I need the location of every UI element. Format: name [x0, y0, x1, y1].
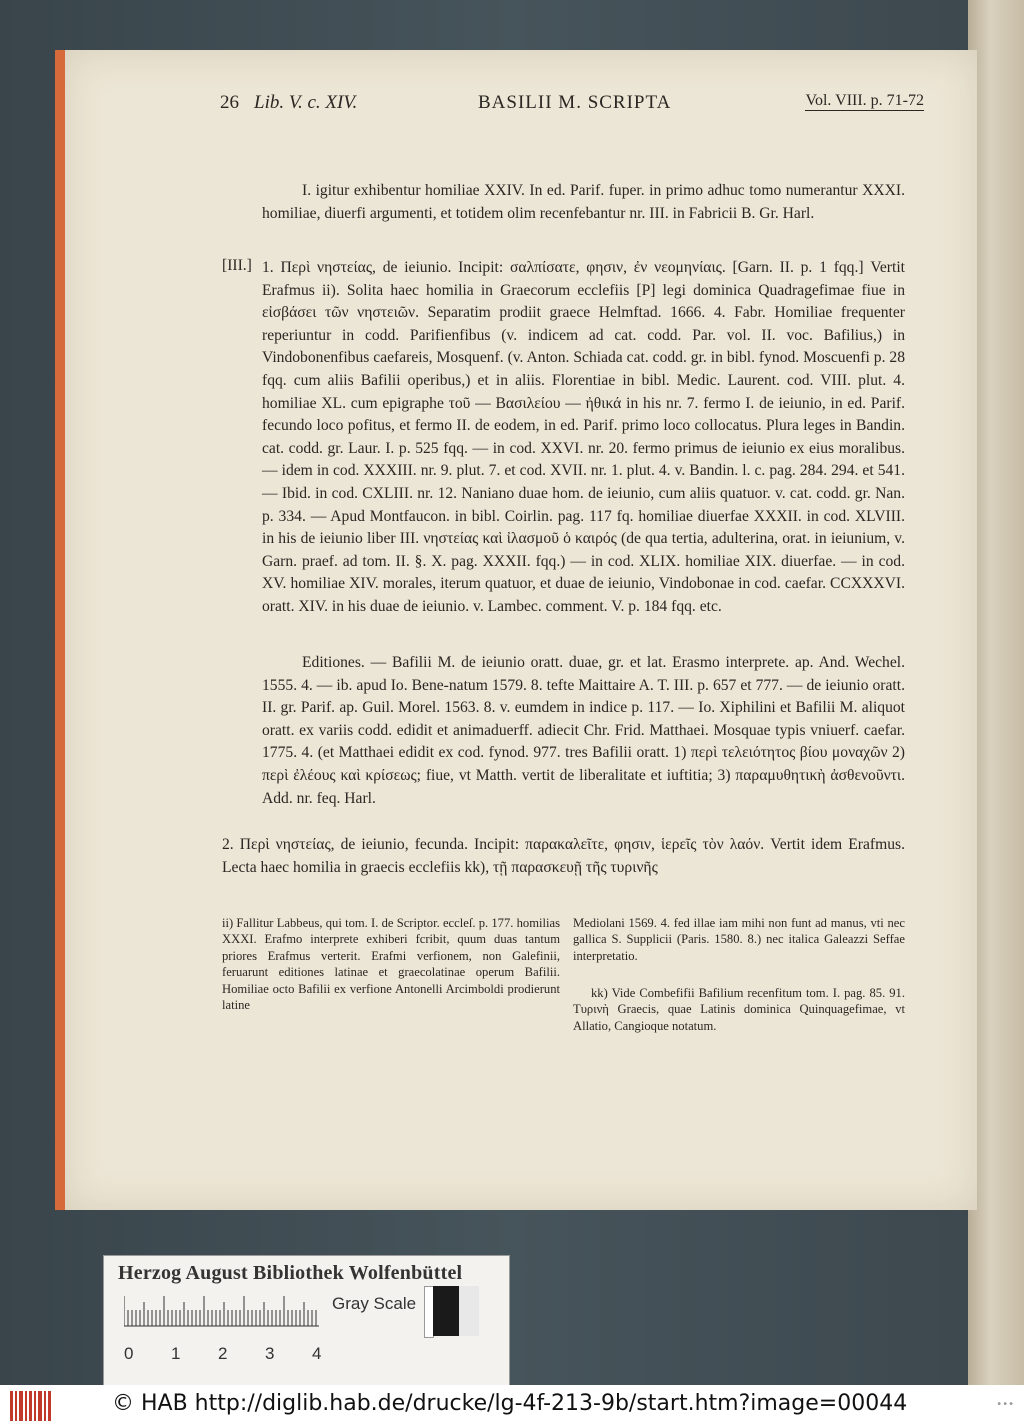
gray-scale-swatch [424, 1286, 480, 1336]
copyright-url[interactable]: © HAB http://diglib.hab.de/drucke/lg-4f-213-9b/start.htm?image=00044 [112, 1391, 908, 1416]
library-color-card [103, 1255, 510, 1387]
book-reference: Lib. V. c. XIV. [254, 92, 358, 113]
page-number: 26 [220, 92, 239, 113]
gray-scale-label: Gray Scale [332, 1294, 417, 1313]
editions-paragraph: Editiones. — Bafilii M. de ieiunio oratt. duae, gr. et lat. Erasmo interprete. ap. And. Wechel. 1555. 4. — ib. apud Io. Bene-natum 1579. 8. tefte Maittaire A. T. III. p. 657 et 777. — de ieiunio oratt. II. gr. Parif. ap. Guil. Morel. 1563. 8. v. eumdem in indice p. 117. — Io. Xiphilini et Bafilii M. aliquot oratt. ex variis codd. edidit et animaduerff. adiecit Chr. Frid. Matthaei. Mosquae typis vniuerf. caefar. 1775. 4. (et Matthaei edidit ex cod. fynod. 977. tres Bafilii oratt. 1) περὶ τελειότητος βίου μοναχῶν 2) περὶ ἐλέους καὶ κρίσεως; fiue, vt Matth. vertit de liberalitate et iuftitia; 3) παραμυθητικὴ ἀσθενοῦντι. Add. nr. feq. Harl. [262, 654, 905, 807]
dots-icon: ••• [996, 1399, 1014, 1410]
entry1-paragraph: 1. Περὶ νηστείας, de ieiunio. Incipit: σαλπίσατε, φησιν, ἐν νεομηνίαις. [Garn. II. p. 1 fqq.] Vertit Erafmus ii). Solita haec homilia in Graecorum ecclefiis [P] legi dominica Quadragefimae fiue in εἰσβάσει τῶν νηστειῶν. Separatim prodiit graece Helmftad. 1666. 4. Fabr. Homiliae frequenter reperiuntur in codd. Parifienfibus (v. indicem ad cat. codd. Par. vol. II. voc. Bafilius,) in Vindobonenfibus caefareis, Mosquenf. (v. Anton. Schiada cat. codd. gr. in bibl. fynod. Moscuenfi p. 28 fqq. cum aliis Bafilii operibus,) et in aliis. Florentiae in bibl. Medic. Laurent. cod. VIII. plut. 4. homiliae XL. cum epigraphe τοῦ — Βασιλείου — ἠθικά in his nr. 7. fermo I. de ieiunio, in ed. Parif. fecundo loco pofitus, et fermo II. de eodem, in ed. Parif. primo loco collocatus. Plura leges in Bandin. cat. codd. gr. Laur. I. p. 525 fqq. — in cod. XXVI. nr. 20. fermo primus de ieiunio ex eius moralibus. — idem in cod. XXXIII. nr. 9. plut. 7. et cod. XVII. nr. 1. plut. 4. v. Bandin. l. c. pag. 284. 294. et 541. — Ibid. in cod. CXLIII. nr. 12. Naniano duae hom. de ieiunio, cum aliis quatuor. v. cat. codd. gr. Nan. p. 334. — Apud Montfaucon. in bibl. Coirlin. pag. 117 fq. homiliae diuerfae XXXII. in cod. XLVIII. in his de ieiunio liber III. νηστείας καὶ ἰλασμοῦ ὁ καιρός (de qua tertia, adulterina, orat. in ieiunium, v. Garn. praef. ad tom. II. §. X. pag. XXXII. fqq.) — in cod. XLIX. homiliae XIX. diuerfae. — in cod. XV. homiliae XIV. morales, iterum quatuor, et duae de ieiunio, Vindobonae in cod. caefar. CCXXXVI. oratt. XIV. in his duae de ieiunio. v. Lambec. comment. V. p. 184 fqq. etc. [262, 259, 905, 615]
entry2-paragraph: 2. Περὶ νηστείας, de ieiunio, fecunda. Incipit: παρακαλεῖτε, φησιν, ἱερεῖς τὸν λαόν. Vertit idem Erafmus. Lecta haec homilia in graecis ecclefiis kk), τῇ παρασκευῇ τῆς τυρινῆς [222, 836, 905, 876]
footnote-right-kk: kk) Vide Combefifii Bafilium recenfitum tom. I. pag. 85. 91. Τυρινὴ Graecis, quae Latinis dominica Quinquagefimae, vt Allatio, Cangioque notatum. [573, 986, 905, 1033]
intro-paragraph: I. igitur exhibentur homiliae XXIV. In ed. Parif. fuper. in primo adhuc tomo numerantur XXXI. homiliae, diuerfi argumenti, et totidem olim recenfebantur nr. III. in Fabricii B. Gr. Harl. [262, 182, 905, 222]
running-header [220, 92, 924, 118]
ruler-number: 2 [218, 1344, 228, 1363]
entry1-marker: [III.] [222, 257, 252, 274]
barcode-icon [10, 1389, 52, 1423]
footnote-left: ii) Fallitur Labbeus, qui tom. I. de Scriptor. eccleſ. p. 177. homilias XXXI. Erafmo interprete exhiberi fcribit, quum duas tantum priores Erafmus verterit. Erafmi verfionem, non Galefinii, feruarunt editiones latinae et graecolatinae operum Bafilii. Homiliae octo Bafilii ex verfione Antonelli Arcimboldi prodierunt latine [222, 916, 560, 1013]
footnote-right-continuation: Mediolani 1569. 4. fed illae iam mihi non funt ad manus, vti nec gallica S. Supplicii (Paris. 1580. 8.) nec italica Galeazzi Seffae interpretatio. [573, 916, 905, 963]
ruler-number: 0 [124, 1344, 134, 1363]
ruler-number: 4 [312, 1344, 322, 1363]
footer-bar [0, 1385, 1024, 1428]
library-name: Herzog August Bibliothek Wolfenbüttel [118, 1262, 463, 1284]
running-title: BASILII M. SCRIPTA [478, 92, 672, 113]
ruler-number: 3 [265, 1344, 275, 1363]
ruler-number: 1 [171, 1344, 181, 1363]
ruler-scale [124, 1296, 319, 1328]
volume-reference: Vol. VIII. p. 71-72 [805, 92, 924, 109]
